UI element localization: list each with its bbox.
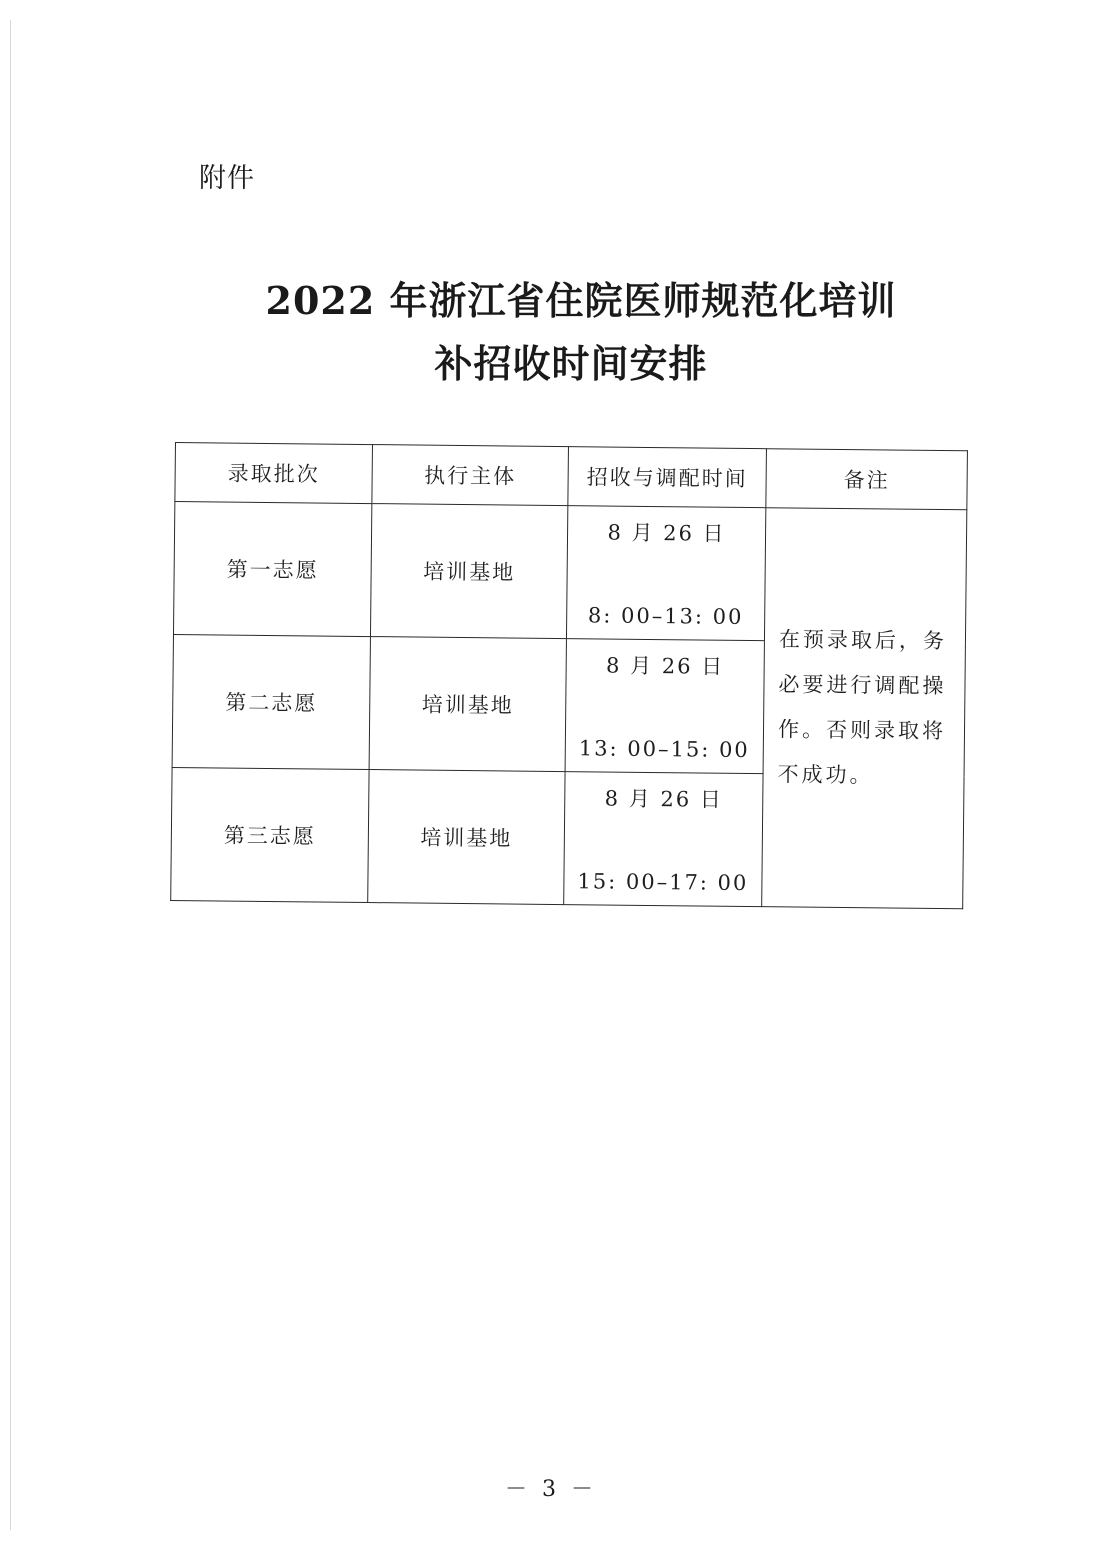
cell-time (564, 772, 763, 907)
header-batch: 录取批次 (175, 443, 373, 504)
cell-batch: 第一志愿 (173, 502, 371, 637)
cell-date: 8 月 26 日 (604, 786, 723, 812)
cell-time (566, 506, 765, 641)
header-executor: 执行主体 (372, 445, 569, 506)
cell-executor: 培训基地 (368, 770, 565, 905)
cell-time-range: 13: 00–15: 00 (578, 736, 750, 762)
document-title-line-2: 补招收时间安排 (434, 341, 708, 386)
schedule-table (170, 442, 968, 909)
document-title-line-1: 2022 年浙江省住院医师规范化培训 (265, 278, 897, 323)
cell-date: 8 月 26 日 (605, 653, 725, 679)
table-row (173, 502, 966, 643)
header-time: 招收与调配时间 (568, 447, 767, 508)
scan-edge-line (10, 20, 11, 1530)
page-number: － 3 － (505, 1477, 597, 1502)
cell-batch: 第二志愿 (172, 634, 370, 769)
attachment-label: 附件 (199, 163, 255, 194)
cell-time (565, 639, 764, 774)
cell-date: 8 月 26 日 (607, 520, 726, 546)
table-header-row (175, 443, 968, 510)
header-note: 备注 (766, 449, 968, 510)
cell-executor: 培训基地 (370, 504, 567, 639)
cell-executor: 培训基地 (369, 637, 566, 772)
cell-time-range: 15: 00–17: 00 (577, 869, 749, 895)
note-text: 在预录取后，务必要进行调配操作。否则录取将不成功。 (777, 627, 948, 788)
cell-note (762, 508, 967, 909)
cell-time-range: 8: 00–13: 00 (587, 603, 744, 629)
cell-batch: 第三志愿 (171, 767, 369, 902)
